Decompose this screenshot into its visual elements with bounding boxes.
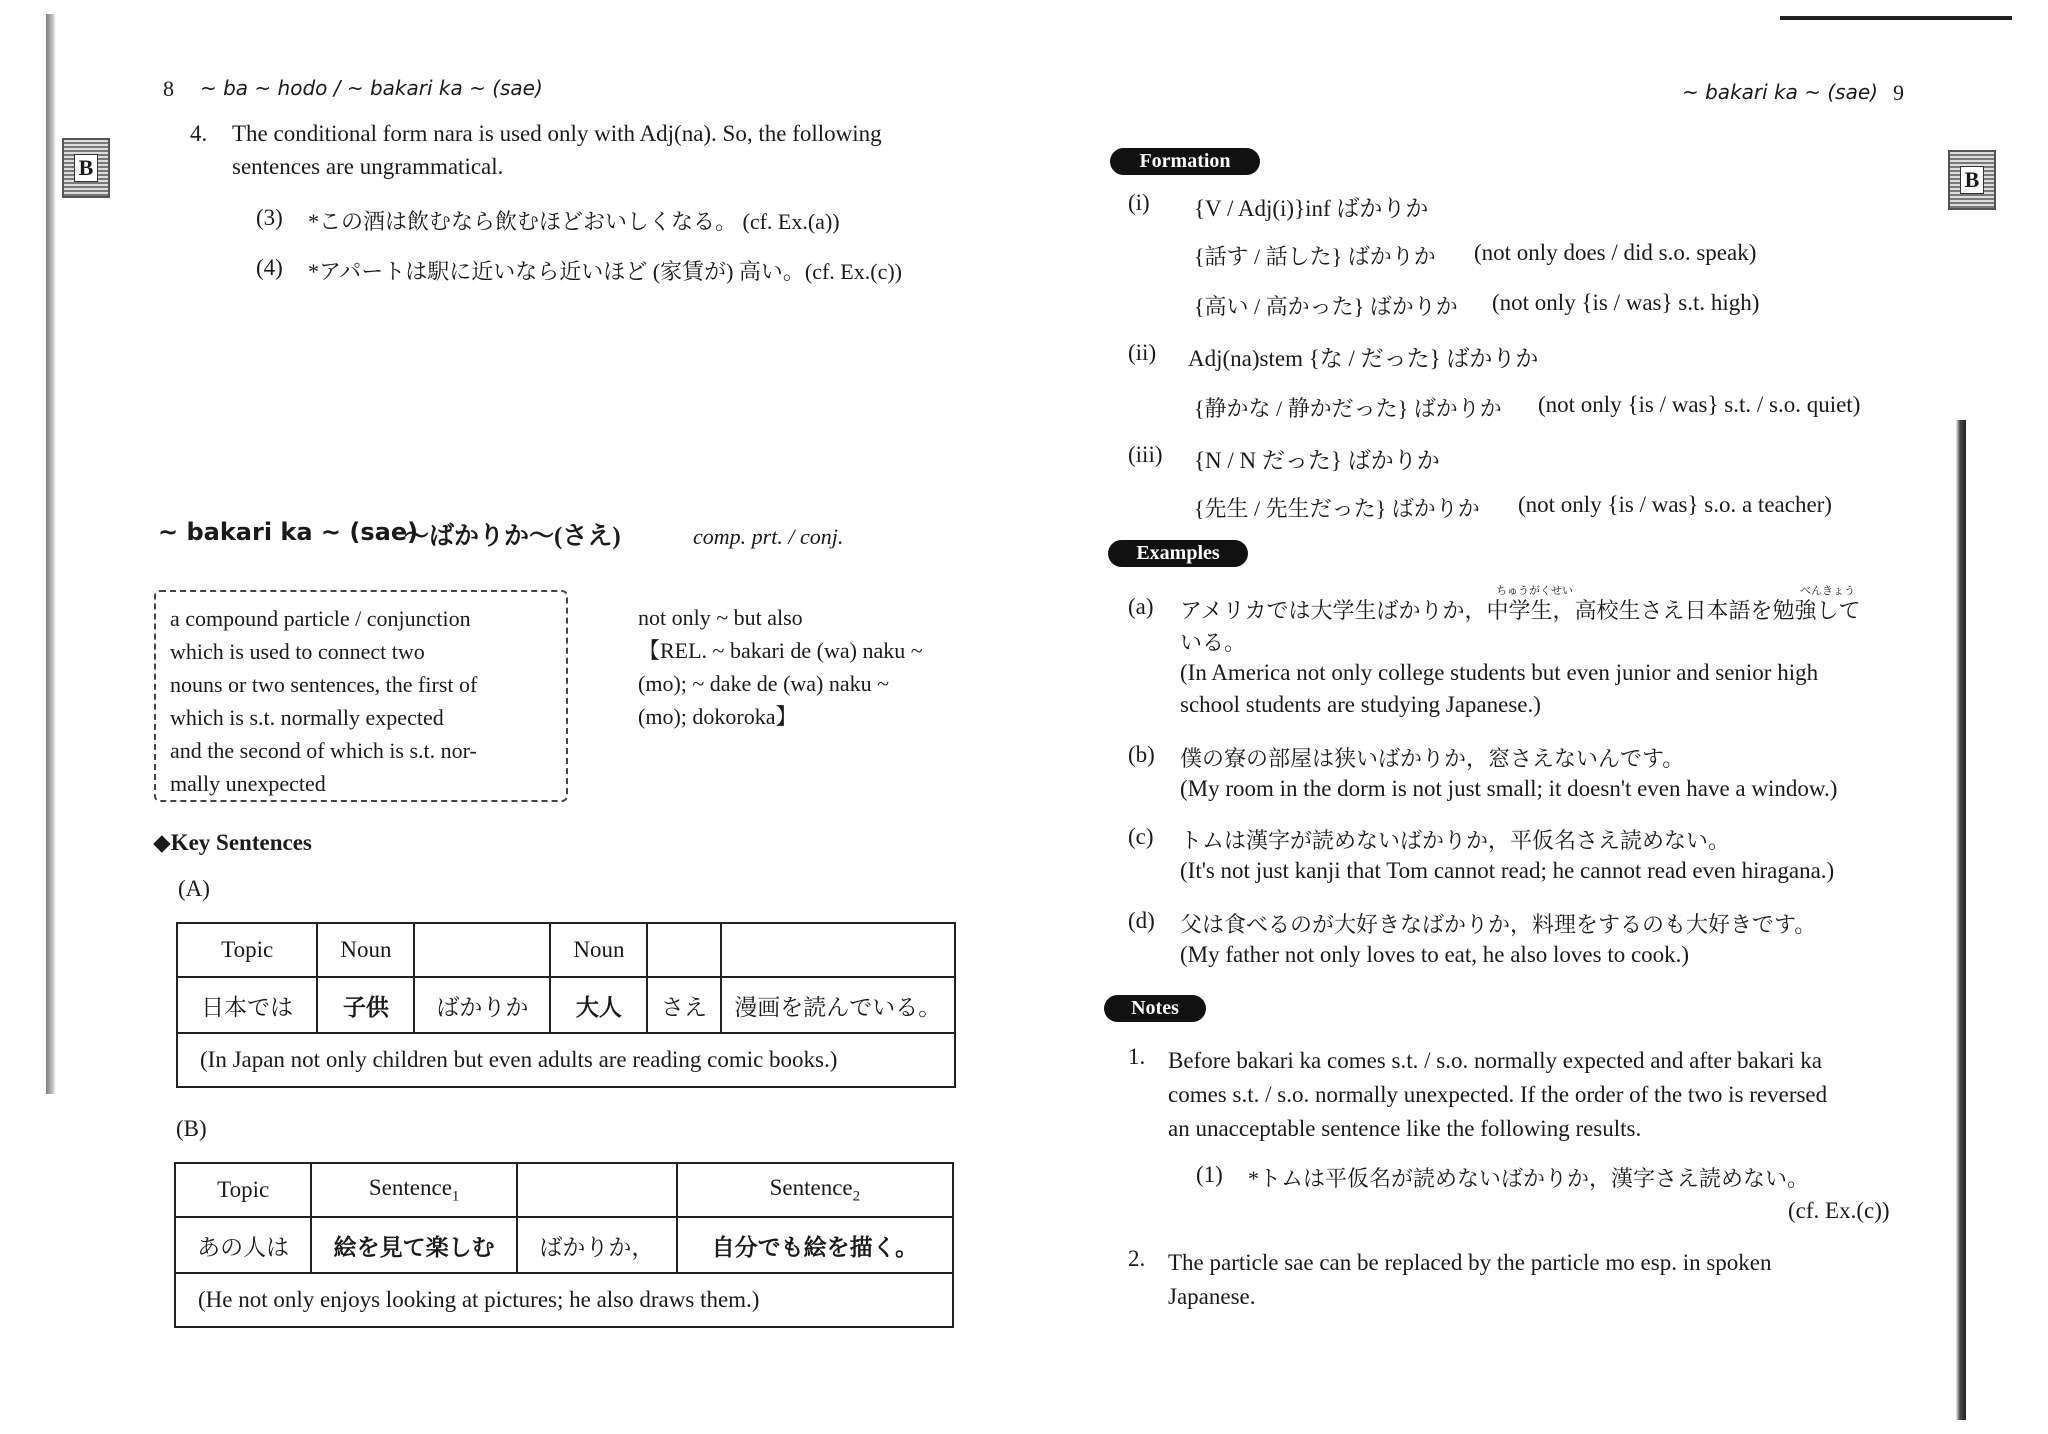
table-a-cell: 子供 (317, 977, 414, 1033)
page-spine-right (1956, 420, 1966, 1420)
table-a-header: Topic (177, 923, 317, 977)
notes-label: Notes (1104, 995, 1206, 1022)
example-number: (d) (1128, 908, 1155, 933)
definition-line: nouns or two sentences, the first of (170, 672, 478, 697)
example-japanese: トムは漢字が読めないばかりか，平仮名さえ読めない。 (1180, 828, 1731, 853)
table-b-header-subscript: 1 (451, 1188, 460, 1205)
formation-text: {先生 / 先生だった} ばかりか (1194, 496, 1480, 521)
definition-line: a compound particle / conjunction (170, 606, 471, 631)
example-english: school students are studying Japanese.) (1180, 692, 1541, 717)
example-number: (a) (1128, 594, 1154, 619)
table-b-header-text: Sentence (769, 1174, 853, 1200)
table-a-cell: 漫画を読んでいる。 (721, 977, 955, 1033)
example-japanese: アメリカでは大学生ばかりか，中学生，高校生さえ日本語を勉強して (1180, 598, 1861, 623)
table-a-header (414, 923, 550, 977)
table-b-header (311, 1163, 517, 1217)
formation-text: Adj(na)stem {な / だった} ばかりか (1188, 346, 1539, 371)
note1-line: an unacceptable sentence like the following results. (1168, 1116, 1642, 1141)
table-b-cell: 自分でも絵を描く。 (677, 1217, 953, 1273)
formation-label: Formation (1110, 148, 1260, 175)
entry-title-japanese: ～ばかりか～(さえ) (404, 523, 621, 550)
example-english: (In America not only college students but even junior and senior high (1180, 660, 1819, 685)
example3-text: *この酒は飲むなら飲むほどおいしくなる。 (cf. Ex.(a)) (308, 209, 840, 234)
note2-number: 2. (1128, 1246, 1146, 1271)
note2-body (1168, 1246, 1772, 1314)
entry-category: comp. prt. / conj. (693, 524, 844, 549)
definition-line: mally unexpected (170, 771, 326, 796)
example-japanese: いる。 (1180, 630, 1247, 655)
top-rule (1780, 16, 2012, 20)
example-english: (My room in the dorm is not just small; it doesn't even have a window.) (1180, 776, 1838, 801)
note1-body (1168, 1044, 1827, 1146)
table-a-cell: 大人 (550, 977, 647, 1033)
left-running-head: ~ ba ~ hodo / ~ bakari ka ~ (sae) (200, 76, 543, 100)
table-a-label: (A) (178, 876, 210, 901)
formation-text: {話す / 話した} ばかりか (1194, 244, 1436, 269)
table-a-header: Noun (317, 923, 414, 977)
ruby-text: べんきょう (1800, 585, 1855, 597)
definition-line: which is s.t. normally expected (170, 705, 444, 730)
formation-num: (ii) (1128, 340, 1157, 365)
table-b-translation: (He not only enjoys looking at pictures; he also draws them.) (175, 1273, 953, 1327)
table-b-header: Topic (175, 1163, 311, 1217)
table-b-label: (B) (176, 1116, 207, 1141)
meaning-line: not only ~ but also (638, 605, 803, 630)
table-b-header-subscript: 2 (852, 1188, 861, 1205)
entry-title-romaji: ~ bakari ka ~ (sae) (158, 518, 419, 546)
meaning-line: (mo); ~ dake de (wa) naku ~ (638, 671, 890, 696)
note1-number: 1. (1128, 1044, 1146, 1069)
table-a-cell: 日本では (177, 977, 317, 1033)
right-running-head: ~ bakari ka ~ (sae) (1682, 80, 1878, 104)
meaning-line: 【REL. ~ bakari de (wa) naku ~ (638, 638, 923, 663)
key-sentence-table-b (174, 1162, 954, 1328)
key-sentence-table-a (176, 922, 956, 1088)
formation-text: {高い / 高かった} ばかりか (1194, 294, 1458, 319)
note2-line: Japanese. (1168, 1284, 1256, 1309)
example-english: (My father not only loves to eat, he also loves to cook.) (1180, 942, 1690, 967)
example-number: (c) (1128, 824, 1154, 849)
section-tab-letter: B (74, 154, 98, 182)
table-b-header (517, 1163, 677, 1217)
right-page-number: 9 (1893, 80, 1904, 105)
table-b-header-text: Sentence (368, 1174, 452, 1200)
section-tab-letter: B (1960, 166, 1984, 194)
formation-gloss: (not only does / did s.o. speak) (1474, 240, 1757, 265)
formation-text: {N / N だった} ばかりか (1194, 448, 1440, 473)
table-a-translation: (In Japan not only children but even adults are reading comic books.) (177, 1033, 955, 1087)
formation-gloss: (not only {is / was} s.t. high) (1492, 290, 1760, 315)
table-b-cell: 絵を見て楽しむ (311, 1217, 517, 1273)
section-tab-right (1948, 150, 1996, 210)
formation-gloss: (not only {is / was} s.o. a teacher) (1518, 492, 1832, 517)
meaning-line: (mo); dokoroka】 (638, 704, 798, 729)
left-page-number: 8 (163, 76, 174, 101)
note2-line: The particle sae can be replaced by the particle mo esp. in spoken (1168, 1250, 1772, 1275)
example4-number: (4) (256, 255, 283, 280)
formation-num: (iii) (1128, 442, 1163, 467)
definition-line: which is used to connect two (170, 639, 425, 664)
table-b-cell: あの人は (175, 1217, 311, 1273)
formation-text: {V / Adj(i)}inf ばかりか (1194, 196, 1429, 221)
table-b-header (677, 1163, 953, 1217)
note4-line1: The conditional form nara is used only with Adj(na). So, the following (232, 121, 882, 146)
example-number: (b) (1128, 742, 1155, 767)
note1-example-text: *トムは平仮名が読めないばかりか，漢字さえ読めない。 (1248, 1166, 1810, 1191)
note1-example-ref: (cf. Ex.(c)) (1788, 1198, 1890, 1223)
definition-line: and the second of which is s.t. nor- (170, 738, 477, 763)
note1-line: comes s.t. / s.o. normally unexpected. If the order of the two is reversed (1168, 1082, 1828, 1107)
table-a-cell: ばかりか (414, 977, 550, 1033)
section-tab-left (62, 138, 110, 198)
examples-label: Examples (1108, 540, 1248, 567)
meaning-block (638, 601, 923, 733)
page-spine-left (46, 14, 56, 1094)
example-japanese: 僕の寮の部屋は狭いばかりか，窓さえないんです。 (1180, 746, 1685, 771)
example4-text: *アパートは駅に近いなら近いほど (家賃が) 高い。(cf. Ex.(c)) (308, 259, 902, 284)
note4-number: 4. (190, 121, 208, 146)
definition-box (154, 590, 568, 802)
note1-example-number: (1) (1196, 1162, 1223, 1187)
note1-line: Before bakari ka comes s.t. / s.o. normally expected and after bakari ka (1168, 1048, 1822, 1073)
formation-text: {静かな / 静かだった} ばかりか (1194, 396, 1502, 421)
example-japanese: 父は食べるのが大好きなばかりか，料理をするのも大好きです。 (1180, 912, 1817, 937)
table-a-header (721, 923, 955, 977)
note4-line2: sentences are ungrammatical. (232, 154, 504, 179)
ruby-text: ちゅうがくせい (1496, 585, 1573, 597)
example3-number: (3) (256, 205, 283, 230)
table-a-header (647, 923, 720, 977)
example-english: (It's not just kanji that Tom cannot read; he cannot read even hiragana.) (1180, 858, 1835, 883)
key-sentences-heading: ◆Key Sentences (153, 830, 312, 855)
formation-gloss: (not only {is / was} s.t. / s.o. quiet) (1538, 392, 1861, 417)
table-b-cell: ばかりか， (517, 1217, 677, 1273)
formation-num: (i) (1128, 190, 1150, 215)
table-a-header: Noun (550, 923, 647, 977)
table-a-cell: さえ (647, 977, 720, 1033)
